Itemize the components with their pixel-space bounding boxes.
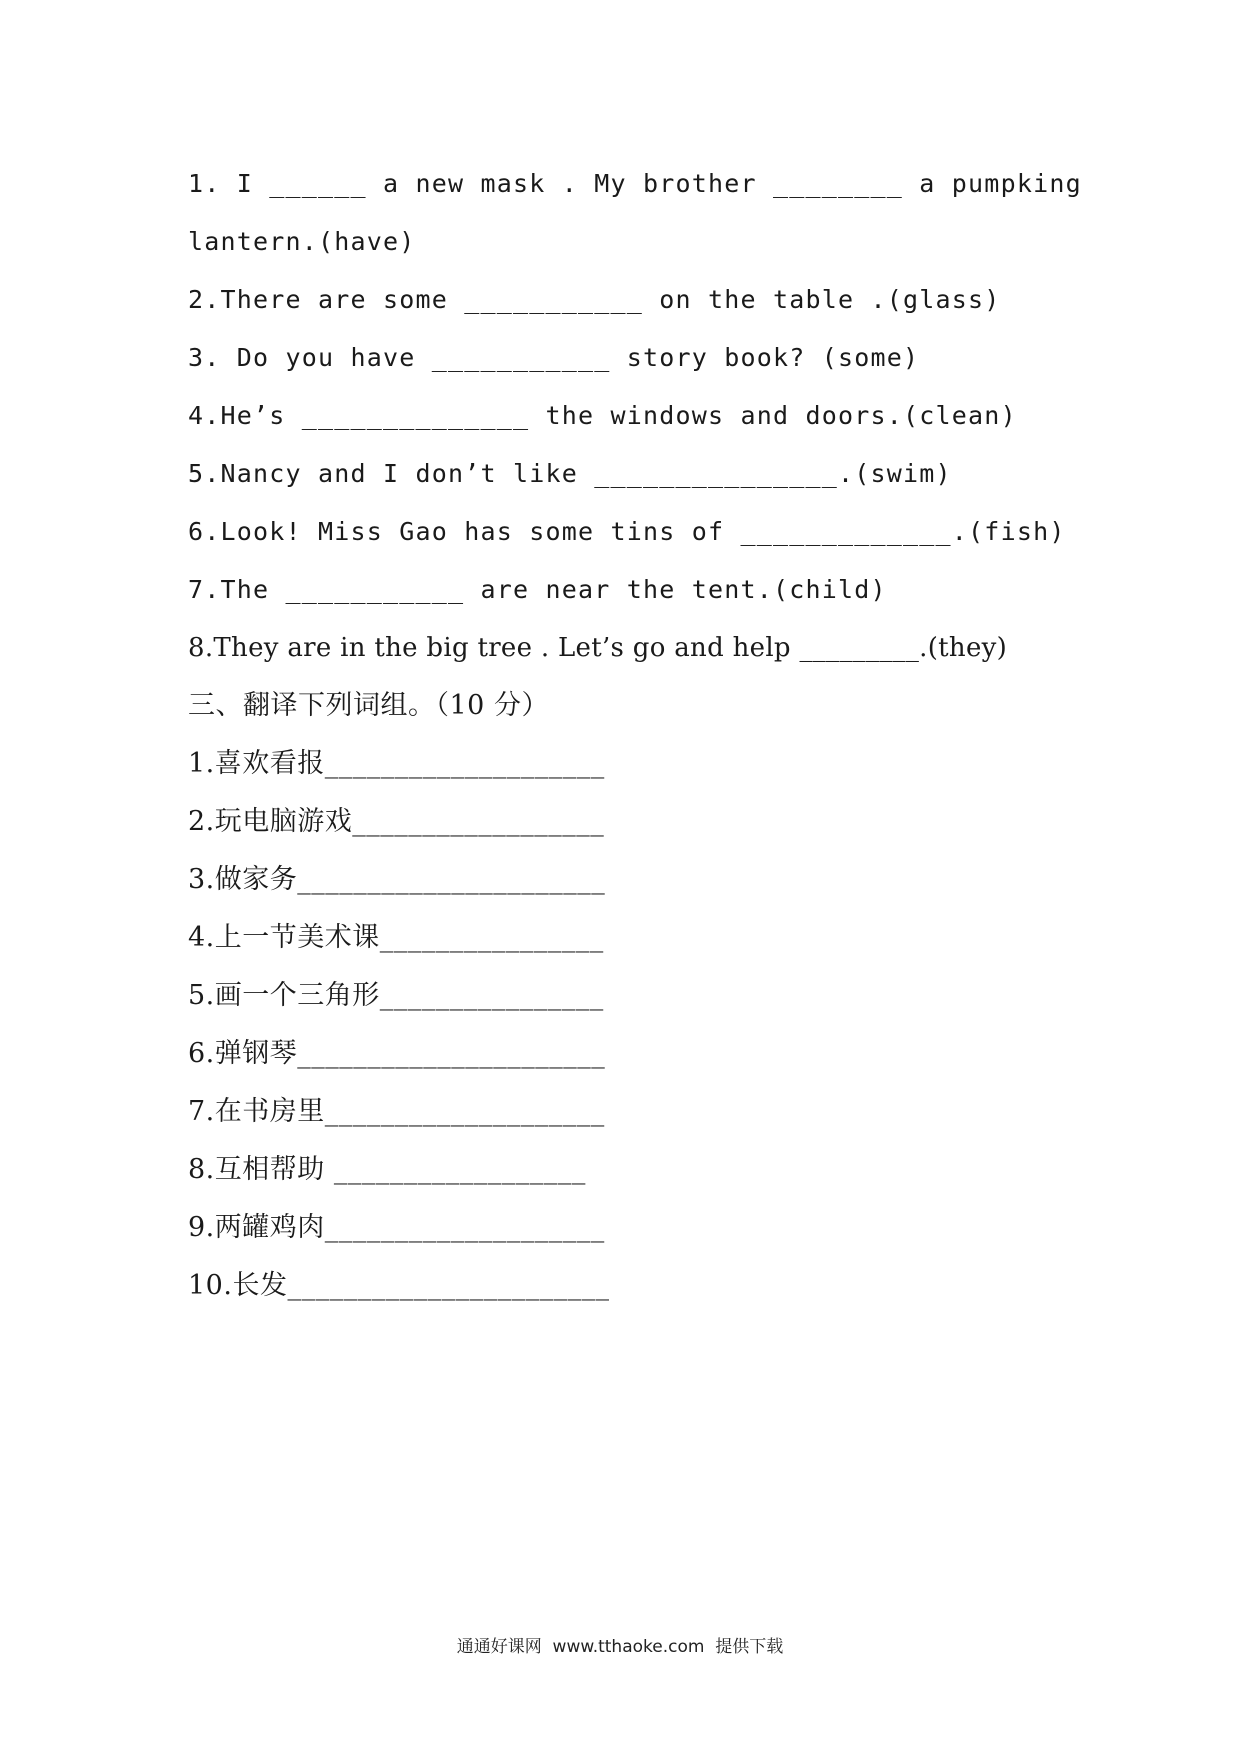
exercise-8: 8.They are in the big tree . Let’s go and help _________.(they) bbox=[188, 633, 1008, 663]
translation-5: 5.画一个三角形________________ bbox=[188, 980, 604, 1011]
translation-2: 2.玩电脑游戏__________________ bbox=[188, 806, 605, 837]
exercise-7: 7.The ___________ are near the tent.(child) bbox=[188, 575, 887, 604]
translation-1: 1.喜欢看报____________________ bbox=[188, 748, 605, 779]
section-heading: 三、翻译下列词组。（10 分） bbox=[188, 690, 549, 721]
page-footer: 通通好课网 www.tthaoke.com 提供下载 bbox=[456, 1637, 784, 1657]
translation-9: 9.两罐鸡肉____________________ bbox=[188, 1212, 605, 1243]
exercise-6: 6.Look! Miss Gao has some tins of _____________.(fish) bbox=[188, 517, 1066, 546]
translation-7: 7.在书房里____________________ bbox=[188, 1096, 605, 1127]
exercise-5: 5.Nancy and I don’t like _______________.(swim) bbox=[188, 459, 952, 488]
translation-3: 3.做家务______________________ bbox=[188, 864, 606, 895]
exercise-1-line-2: lantern.(have) bbox=[188, 227, 416, 256]
exercise-2: 2.There are some ___________ on the table .(glass) bbox=[188, 285, 1001, 314]
translation-8: 8.互相帮助 __________________ bbox=[188, 1154, 586, 1185]
exercise-4: 4.He’s ______________ the windows and doors.(clean) bbox=[188, 401, 1017, 430]
translation-10: 10.长发_______________________ bbox=[188, 1270, 610, 1301]
exercise-1-line-1: 1. I ______ a new mask . My brother ________ a pumpking bbox=[188, 169, 1082, 198]
exercise-3: 3. Do you have ___________ story book? (some) bbox=[188, 343, 920, 372]
translation-4: 4.上一节美术课________________ bbox=[188, 922, 604, 953]
translation-6: 6.弹钢琴______________________ bbox=[188, 1038, 606, 1069]
